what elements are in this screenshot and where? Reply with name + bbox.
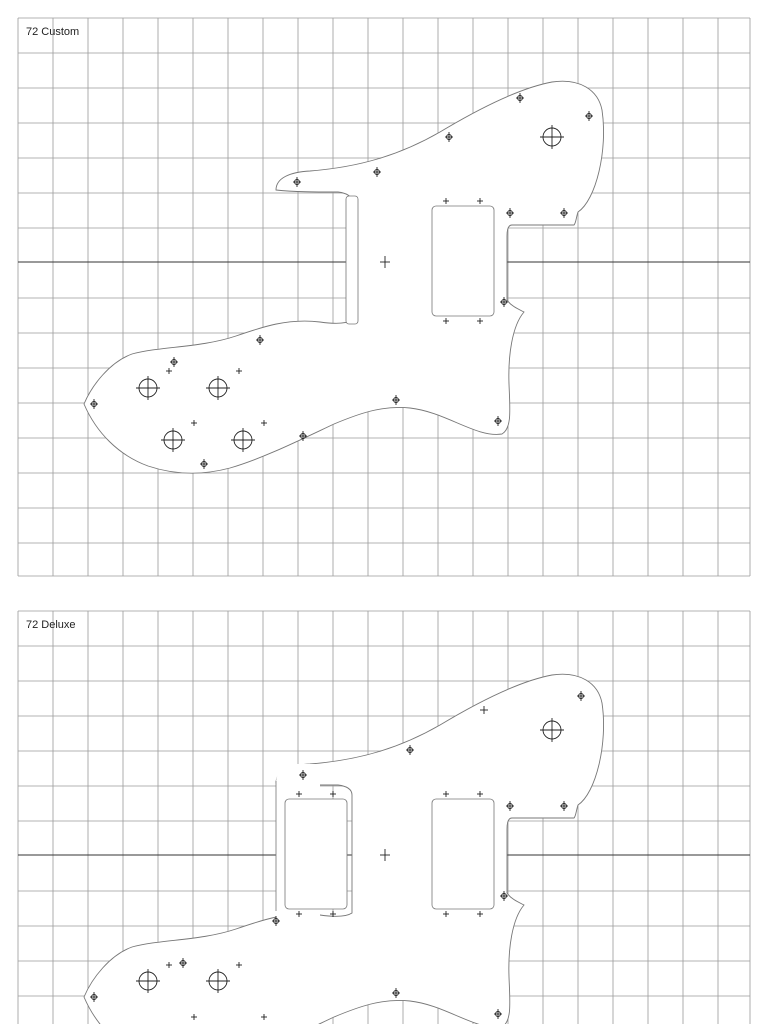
humbucker-route bbox=[432, 206, 494, 316]
neck-side-cutout bbox=[346, 196, 358, 324]
template-panel-deluxe bbox=[18, 611, 750, 1024]
template-label: 72 Deluxe bbox=[26, 619, 76, 631]
bridge-humbucker-route bbox=[432, 799, 494, 909]
pickguard-outline bbox=[84, 81, 604, 473]
template-panel-custom bbox=[18, 18, 750, 576]
plus-mark bbox=[330, 791, 336, 797]
neck-humbucker-route bbox=[285, 799, 347, 909]
template-label: 72 Custom bbox=[26, 26, 80, 38]
